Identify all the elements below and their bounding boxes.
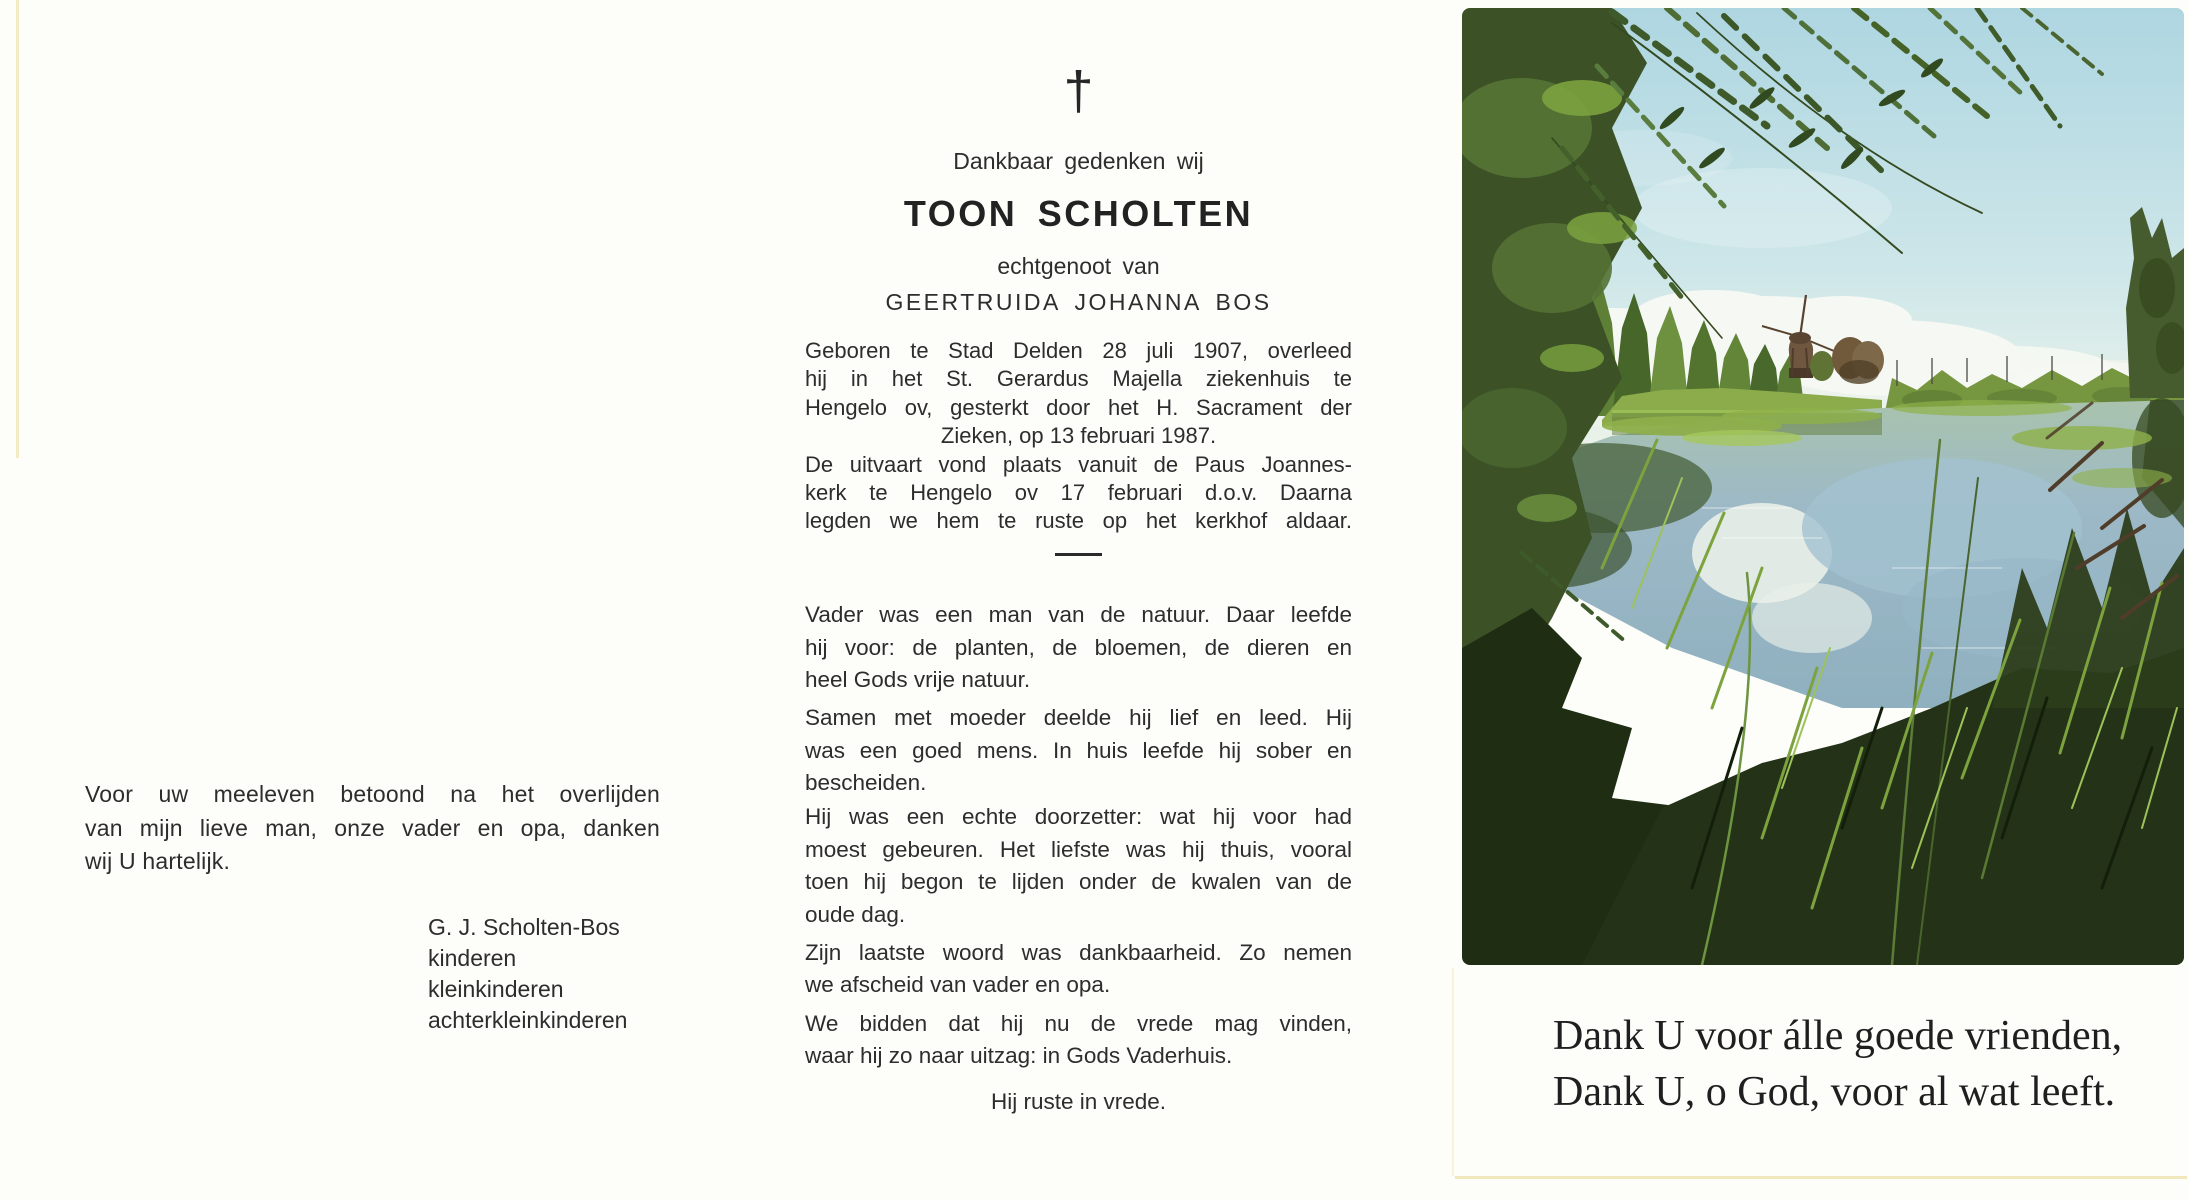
signature-line: kleinkinderen [428, 976, 564, 1002]
intro-line: Dankbaar gedenken wij [953, 148, 1204, 174]
paragraph-line: We bidden dat hij nu de vrede mag vinden, [805, 1011, 1352, 1036]
section-divider [805, 553, 1352, 556]
paragraph-line: waar hij zo naar uitzag: in Gods Vaderhuis. [805, 1043, 1233, 1068]
center-panel [805, 0, 1352, 1200]
spouse-name: GEERTRUIDA JOHANNA BOS [885, 289, 1272, 315]
bio-line: hij in het St. Gerardus Majella ziekenhuis te [805, 366, 1352, 392]
funeral-line: legden we hem te ruste op het kerkhof aldaar. [805, 508, 1352, 534]
acknowledgement-line: van mijn lieve man, onze vader en opa, danken [85, 814, 660, 841]
paragraph-line: was een goed mens. In huis leefde hij sober en [805, 737, 1352, 763]
memorial-paragraph [805, 937, 1352, 1001]
scan-edge-bottom [1455, 1176, 2187, 1179]
memorial-paragraph [805, 801, 1352, 931]
signature-line: kinderen [428, 945, 517, 971]
acknowledgement-text [85, 778, 660, 879]
closing-line: Hij ruste in vrede. [990, 1089, 1167, 1114]
paragraph-line: moest gebeuren. Het liefste was hij thuis, vooral [805, 836, 1352, 862]
paragraph-line: Vader was een man van de natuur. Daar leefde [805, 602, 1352, 627]
funeral-line: kerk te Hengelo ov 17 februari d.o.v. Daarna [805, 480, 1352, 506]
landscape-photo [1462, 8, 2184, 965]
paragraph-line: heel Gods vrije natuur. [805, 667, 1031, 692]
memorial-paragraph [805, 599, 1352, 697]
memorial-paragraph [805, 1008, 1352, 1072]
bio-line: Geboren te Stad Delden 28 juli 1907, overleed [805, 338, 1352, 363]
paragraph-line: oude dag. [805, 901, 906, 927]
acknowledgement-line: Voor uw meeleven betoond na het overlijden [85, 781, 660, 807]
scan-edge-left [16, 0, 19, 458]
paragraph-line: Samen met moeder deelde hij lief en leed. Hij [805, 705, 1352, 730]
bio-line: Hengelo ov, gesterkt door het H. Sacrament der [805, 394, 1352, 420]
scan-edge-right-card [1452, 968, 1454, 1176]
thanks-line: Dank U, o God, voor al wat leeft. [1553, 1069, 2116, 1115]
paragraph-line: toen hij begon te lijden onder de kwalen van de [805, 869, 1352, 894]
biography-paragraphs [805, 337, 1352, 536]
memorial-paragraph [805, 702, 1352, 800]
paragraph-line: we afscheid van vader en opa. [805, 972, 1111, 997]
dagger-cross-icon: † [1063, 61, 1094, 121]
relation-line: echtgenoot van [997, 253, 1160, 279]
deceased-name: TOON SCHOLTEN [903, 193, 1254, 234]
acknowledgement-line: wij U hartelijk. [85, 848, 231, 874]
signature-name: G. J. Scholten-Bos [428, 914, 620, 940]
paragraph-line: hij voor: de planten, de bloemen, de dieren en [805, 634, 1352, 660]
bio-line: Zieken, op 13 februari 1987. [940, 423, 1217, 449]
thanks-line: Dank U voor álle goede vrienden, [1553, 1013, 2123, 1059]
signature-block [428, 912, 627, 1036]
paragraph-line: bescheiden. [805, 770, 927, 795]
signature-line: achterkleinkinderen [428, 1007, 628, 1033]
thanks-verse [1553, 1008, 2122, 1120]
paragraph-line: Zijn laatste woord was dankbaarheid. Zo nemen [805, 940, 1352, 965]
funeral-line: De uitvaart vond plaats vanuit de Paus Joannes- [805, 451, 1352, 477]
paragraph-line: Hij was een echte doorzetter: wat hij voor had [805, 804, 1352, 829]
